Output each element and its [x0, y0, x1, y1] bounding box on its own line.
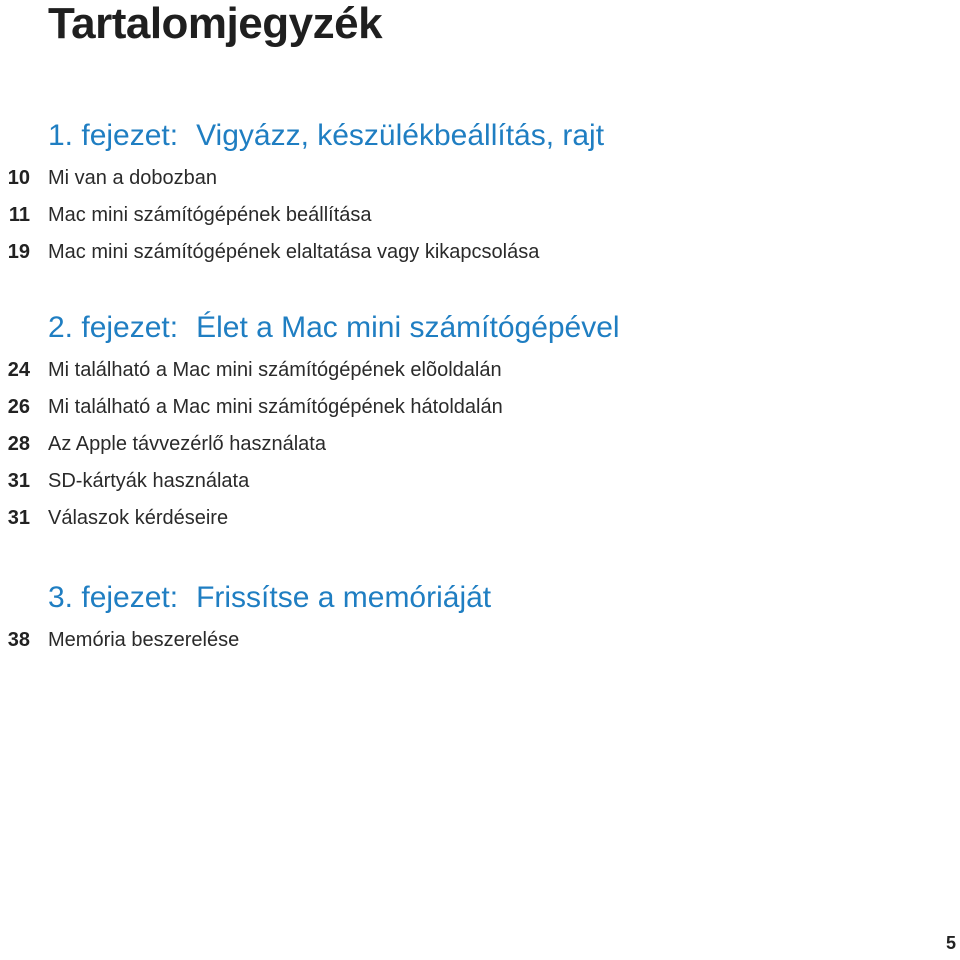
- entry-page-number: 31: [7, 470, 30, 492]
- entry-title: Mi van a dobozban: [48, 167, 218, 189]
- entry-title: Válaszok kérdéseire: [48, 507, 229, 529]
- toc-entry[interactable]: [0, 197, 960, 234]
- toc-title: Tartalomjegyzék: [48, 0, 383, 48]
- chapter-heading[interactable]: [48, 580, 960, 616]
- entry-page-number: 11: [8, 204, 30, 226]
- toc-entry[interactable]: [0, 160, 960, 197]
- chapter-1: [0, 118, 960, 271]
- entry-title: Mi található a Mac mini számítógépének hátoldalán: [48, 396, 503, 418]
- entry-title: Memória beszerelése: [48, 629, 240, 651]
- chapter-heading[interactable]: [48, 118, 960, 154]
- entry-page-number: 28: [7, 433, 30, 455]
- entry-page-number: 10: [7, 167, 30, 189]
- entry-title: Mac mini számítógépének elaltatása vagy kikapcsolása: [48, 241, 540, 263]
- entry-title: Az Apple távvezérlő használata: [48, 433, 326, 455]
- page-number: 5: [945, 933, 956, 953]
- entry-page-number: 31: [7, 507, 30, 529]
- entry-page-number: 24: [7, 359, 30, 381]
- chapter-2: [0, 310, 960, 537]
- chapter-entries: [0, 352, 960, 537]
- chapter-title: Vigyázz, készülékbeállítás, rajt: [196, 119, 605, 152]
- entry-page-number: 19: [7, 241, 30, 263]
- chapter-label: 2. fejezet:: [48, 311, 179, 344]
- toc-entry[interactable]: [0, 234, 960, 271]
- chapter-entries: [0, 160, 960, 271]
- chapter-title: Frissítse a memóriáját: [196, 581, 492, 614]
- toc-entry[interactable]: [0, 622, 960, 659]
- chapter-label: 1. fejezet:: [48, 119, 179, 152]
- toc-entry[interactable]: [0, 389, 960, 426]
- entry-title: SD-kártyák használata: [48, 470, 250, 492]
- chapter-3: [0, 580, 960, 659]
- toc-entry[interactable]: [0, 463, 960, 500]
- entry-title: Mi található a Mac mini számítógépének elõoldalán: [48, 359, 502, 381]
- entry-page-number: 26: [7, 396, 30, 418]
- toc-entry[interactable]: [0, 426, 960, 463]
- chapter-title: Élet a Mac mini számítógépével: [196, 311, 620, 344]
- toc-entry[interactable]: [0, 352, 960, 389]
- entry-title: Mac mini számítógépének beállítása: [48, 204, 372, 226]
- chapter-entries: [0, 622, 960, 659]
- chapter-heading[interactable]: [48, 310, 960, 346]
- entry-page-number: 38: [7, 629, 30, 651]
- toc-entry[interactable]: [0, 500, 960, 537]
- chapter-label: 3. fejezet:: [48, 581, 179, 614]
